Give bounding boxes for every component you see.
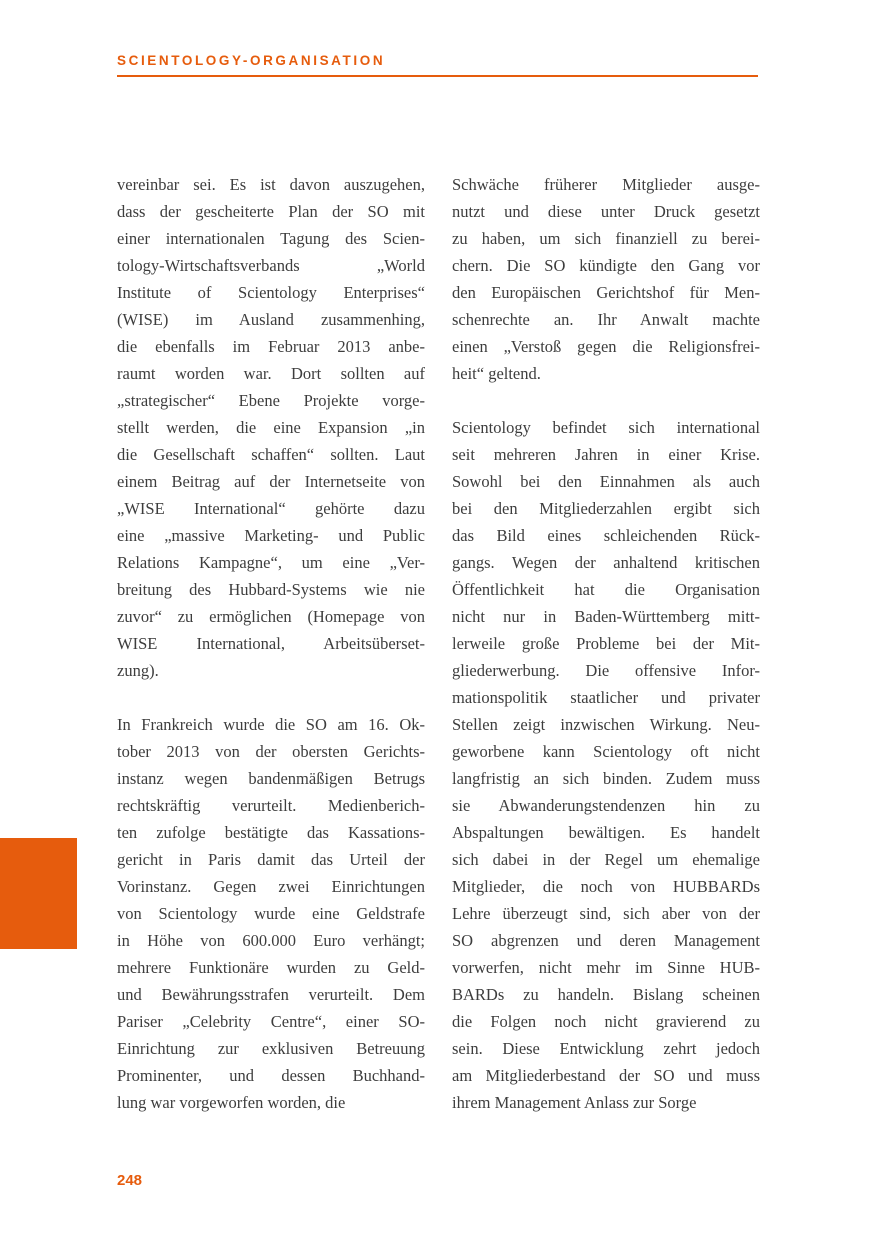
text-line: Schwäche früherer Mitglieder ausge- <box>452 175 760 194</box>
text-line: gangs. Wegen der anhaltend kritischen <box>452 553 760 572</box>
text-line: stellt werden, die eine Expansion „in <box>117 418 425 437</box>
text-line: bei den Mitgliederzahlen ergibt sich <box>452 499 760 518</box>
text-line: in Höhe von 600.000 Euro verhängt; <box>117 931 425 950</box>
text-line: breitung des Hubbard-Systems wie nie <box>117 580 425 599</box>
text-line: zuvor“ zu ermöglichen (Homepage von <box>117 607 425 626</box>
text-line: einer internationalen Tagung des Scien- <box>117 229 425 248</box>
right-column <box>452 171 760 1116</box>
text-line: sich dabei in der Regel um ehemalige <box>452 850 760 869</box>
text-line: Lehre überzeugt sind, sich aber von der <box>452 904 760 923</box>
text-line: dass der gescheiterte Plan der SO mit <box>117 202 425 221</box>
text-line: WISE International, Arbeitsüberset- <box>117 634 425 653</box>
paragraph <box>452 414 760 1116</box>
text-line: „WISE International“ gehörte dazu <box>117 499 425 518</box>
text-line: Abspaltungen bewältigen. Es handelt <box>452 823 760 842</box>
text-line: Relations Kampagne“, um eine „Ver- <box>117 553 425 572</box>
header-rule <box>117 75 758 77</box>
text-line: langfristig an sich binden. Zudem muss <box>452 769 760 788</box>
text-line: rechtskräftig verurteilt. Medienberich- <box>117 796 425 815</box>
text-line: Prominenter, und dessen Buchhand- <box>117 1066 425 1085</box>
text-line: die Gesellschaft schaffen“ sollten. Laut <box>117 445 425 464</box>
text-line: ten zufolge bestätigte das Kassations- <box>117 823 425 842</box>
text-line: von Scientology wurde eine Geldstrafe <box>117 904 425 923</box>
text-line: Mitglieder, die noch von HUBBARDs <box>452 877 760 896</box>
text-line: sie Abwanderungstendenzen hin zu <box>452 796 760 815</box>
text-line: Stellen zeigt inzwischen Wirkung. Neu- <box>452 715 760 734</box>
text-line: vereinbar sei. Es ist davon auszugehen, <box>117 175 425 194</box>
text-line: (WISE) im Ausland zusammenhing, <box>117 310 425 329</box>
text-line: die Folgen noch nicht gravierend zu <box>452 1012 760 1031</box>
paragraph <box>117 171 425 684</box>
text-line: Pariser „Celebrity Centre“, einer SO- <box>117 1012 425 1031</box>
text-line: SO abgrenzen und deren Management <box>452 931 760 950</box>
text-line: raumt worden war. Dort sollten auf <box>117 364 425 383</box>
text-line: eine „massive Marketing- und Public <box>117 526 425 545</box>
text-line: heit“ geltend. <box>452 364 541 383</box>
text-line: gericht in Paris damit das Urteil der <box>117 850 425 869</box>
paragraph <box>452 171 760 387</box>
text-line: Einrichtung zur exklusiven Betreuung <box>117 1039 425 1058</box>
page-number: 248 <box>117 1172 143 1189</box>
text-line: am Mitgliederbestand der SO und muss <box>452 1066 760 1085</box>
text-line: gliederwerbung. Die offensive Infor- <box>452 661 760 680</box>
text-line: lung war vorgeworfen worden, die <box>117 1093 346 1112</box>
text-line: lerweile große Probleme bei der Mit- <box>452 634 760 653</box>
text-line: zu haben, um sich finanziell zu berei- <box>452 229 760 248</box>
text-line: die ebenfalls im Februar 2013 anbe- <box>117 337 425 356</box>
text-line: tober 2013 von der obersten Gerichts- <box>117 742 425 761</box>
text-line: schenrechte an. Ihr Anwalt machte <box>452 310 760 329</box>
text-line: und Bewährungsstrafen verurteilt. Dem <box>117 985 425 1004</box>
text-line: Öffentlichkeit hat die Organisation <box>452 580 760 599</box>
text-line: einen „Verstoß gegen die Religionsfrei- <box>452 337 760 356</box>
running-header: SCIENTOLOGY-ORGANISATION <box>117 53 386 68</box>
text-line: In Frankreich wurde die SO am 16. Ok- <box>117 715 425 734</box>
text-line: „strategischer“ Ebene Projekte vorge- <box>117 391 425 410</box>
text-line: ihrem Management Anlass zur Sorge <box>452 1093 697 1112</box>
text-line: das Bild eines schleichenden Rück- <box>452 526 760 545</box>
left-column <box>117 171 425 1116</box>
text-line: einem Beitrag auf der Internetseite von <box>117 472 425 491</box>
text-line: chern. Die SO kündigte den Gang vor <box>452 256 760 275</box>
margin-marker-block <box>0 838 77 949</box>
text-line: mationspolitik staatlicher und privater <box>452 688 760 707</box>
text-line: den Europäischen Gerichtshof für Men- <box>452 283 760 302</box>
text-line: nutzt und diese unter Druck gesetzt <box>452 202 760 221</box>
text-line: tology-Wirtschaftsverbands „World <box>117 256 425 275</box>
text-line: mehrere Funktionäre wurden zu Geld- <box>117 958 425 977</box>
text-line: geworbene kann Scientology oft nicht <box>452 742 760 761</box>
text-line: BARDs zu handeln. Bislang scheinen <box>452 985 760 1004</box>
text-line: Scientology befindet sich international <box>452 418 760 437</box>
text-line: vorwerfen, nicht mehr im Sinne HUB- <box>452 958 760 977</box>
text-line: sein. Diese Entwicklung zehrt jedoch <box>452 1039 760 1058</box>
paragraph <box>117 711 425 1116</box>
text-line: Institute of Scientology Enterprises“ <box>117 283 425 302</box>
text-line: Sowohl bei den Einnahmen als auch <box>452 472 760 491</box>
text-line: Vorinstanz. Gegen zwei Einrichtungen <box>117 877 425 896</box>
text-line: zung). <box>117 661 159 680</box>
body-text <box>117 171 760 1116</box>
text-line: nicht nur in Baden-Württemberg mitt- <box>452 607 760 626</box>
text-line: instanz wegen bandenmäßigen Betrugs <box>117 769 425 788</box>
text-line: seit mehreren Jahren in einer Krise. <box>452 445 760 464</box>
